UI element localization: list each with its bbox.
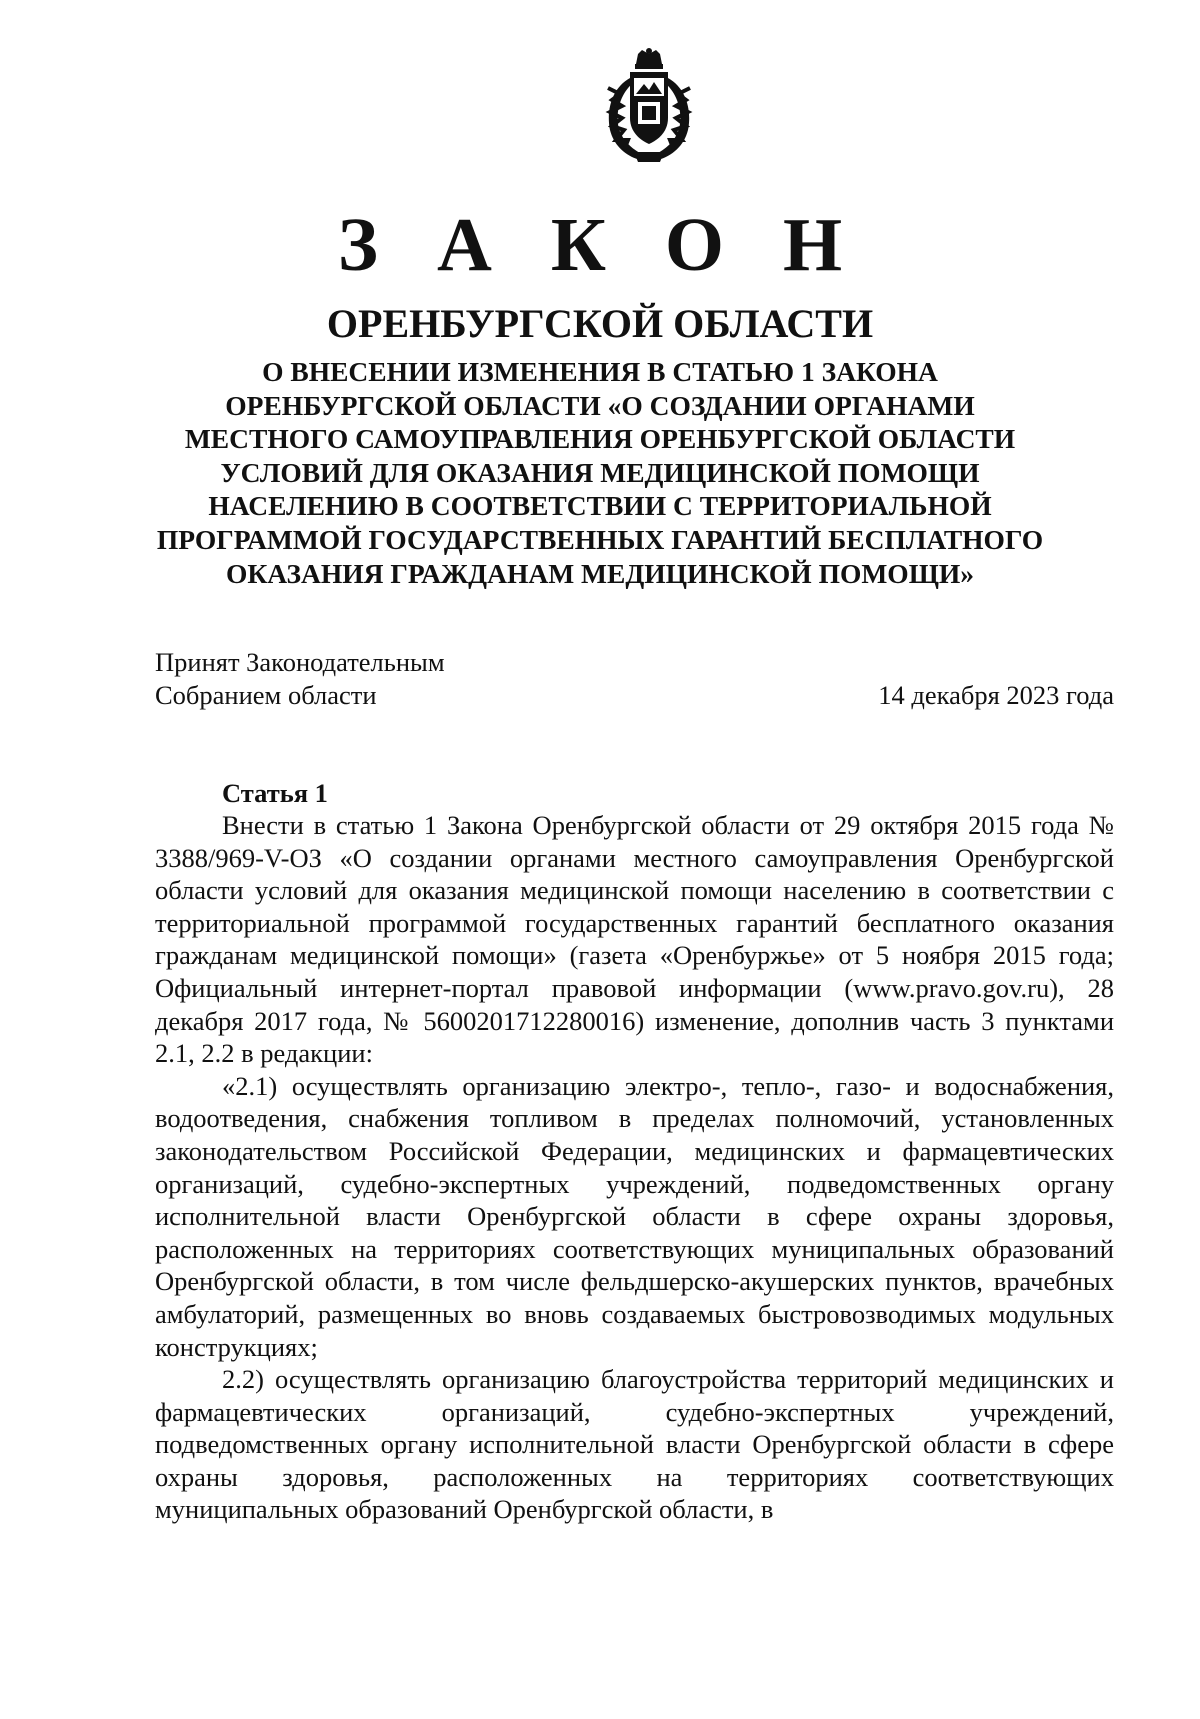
adoption-date: 14 декабря 2023 года xyxy=(878,680,1114,710)
subtitle-line: НАСЕЛЕНИЮ В СООТВЕТСТВИИ С ТЕРРИТОРИАЛЬНОЙ xyxy=(208,490,992,522)
law-title: З А К О Н xyxy=(337,203,863,287)
article-paragraph: 2.2) осуществлять организацию благоустройства территорий медицинских и фармацевтических организаций, судебно-экспертных учреждений, подведомственных органу исполнительной власти Оренбургской области в сфере охраны здоровья, расположенных на территориях соответствующих муниципальных образований Оренбургской области, в xyxy=(155,1364,1114,1525)
subtitle-line: ОРЕНБУРГСКОЙ ОБЛАСТИ «О СОЗДАНИИ ОРГАНАМИ xyxy=(225,389,975,421)
subtitle-line: О ВНЕСЕНИИ ИЗМЕНЕНИЯ В СТАТЬЮ 1 ЗАКОНА xyxy=(262,356,938,387)
subtitle-line: ОКАЗАНИЯ ГРАЖДАНАМ МЕДИЦИНСКОЙ ПОМОЩИ» xyxy=(225,557,975,589)
law-subtitle xyxy=(0,355,1200,590)
subtitle-line: ПРОГРАММОЙ ГОСУДАРСТВЕННЫХ ГАРАНТИЙ БЕСПЛАТНОГО xyxy=(156,523,1044,555)
subtitle-line: МЕСТНОГО САМОУПРАВЛЕНИЯ ОРЕНБУРГСКОЙ ОБЛАСТИ xyxy=(184,423,1016,455)
region-title: ОРЕНБУРГСКОЙ ОБЛАСТИ xyxy=(326,301,874,346)
coat-of-arms-icon xyxy=(600,48,698,164)
article-paragraph: «2.1) осуществлять организацию электро-, тепло-, газо- и водоснабжения, водоотведения, снабжения топливом в пределах полномочий, установленных законодательством Российской Федерации, медицинских и фармацевтических организаций, судебно-экспертных учреждений, подведомственных органу исполнительной власти Оренбургской области в сфере охраны здоровья, расположенных на территориях соответствующих муниципальных образований Оренбургской области, в том числе фельдшерско-акушерских пунктов, врачебных амбулаторий, размещенных во вновь создаваемых быстровозводимых модульных конструкциях; xyxy=(155,1070,1114,1362)
adoption-line: Собранием области xyxy=(155,680,377,710)
subtitle-line: УСЛОВИЙ ДЛЯ ОКАЗАНИЯ МЕДИЦИНСКОЙ ПОМОЩИ xyxy=(220,456,980,488)
article-body xyxy=(155,809,1114,1526)
adoption-statement xyxy=(155,646,445,712)
adoption-line: Принят Законодательным xyxy=(155,647,445,677)
article-heading: Статья 1 xyxy=(222,778,328,808)
article-paragraph: Внести в статью 1 Закона Оренбургской области от 29 октября 2015 года № 3388/969-V-ОЗ «О создании органами местного самоуправления Оренбургской области условий для оказания медицинской помощи населению в соответствии с территориальной программой государственных гарантий бесплатного оказания гражданам медицинской помощи» (газета «Оренбуржье» от 5 ноября 2015 года; Официальный интернет-портал правовой информации (www.pravo.gov.ru), 28 декабря 2017 года, № 5600201712280016) изменение, дополнив часть 3 пунктами 2.1, 2.2 в редакции: xyxy=(155,810,1114,1069)
